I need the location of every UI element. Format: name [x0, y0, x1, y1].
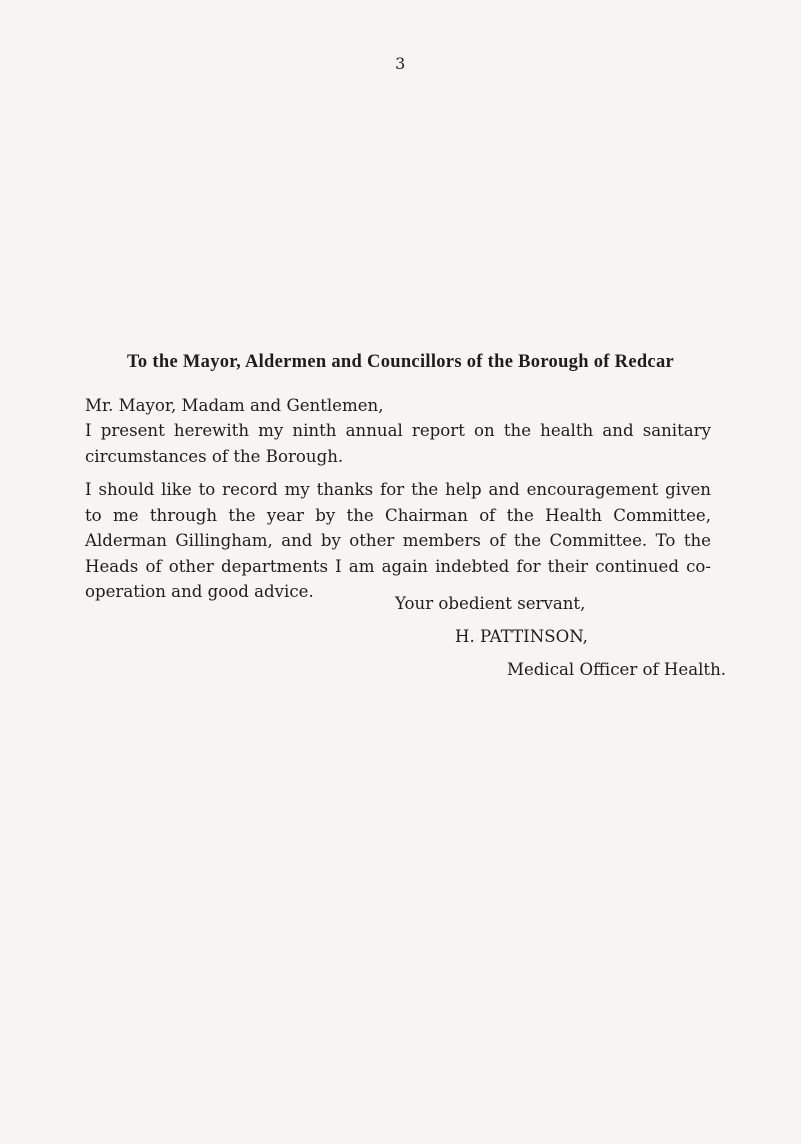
paragraph-thanks: I should like to record my thanks for the help and encouragement given to me through the year by the Chairman of the Health Committee, Alderman Gillingham, and by other members of the Committee. To the Heads of other departments I am again indebted for their continued co-operation and good advice.	[85, 480, 711, 601]
letter-heading: To the Mayor, Aldermen and Councillors of the Borough of Redcar	[126, 352, 675, 372]
signatory-title: Medical Officer of Health.	[507, 660, 727, 679]
closing-line: Your obedient servant,	[395, 594, 586, 613]
signatory-name: H. PATTINSON,	[455, 627, 588, 646]
paragraph-report-intro: I present herewith my ninth annual report on the health and sanitary circumstances of the Borough.	[85, 421, 711, 466]
page-number: 3	[395, 54, 406, 73]
salutation: Mr. Mayor, Madam and Gentlemen,	[85, 396, 384, 415]
